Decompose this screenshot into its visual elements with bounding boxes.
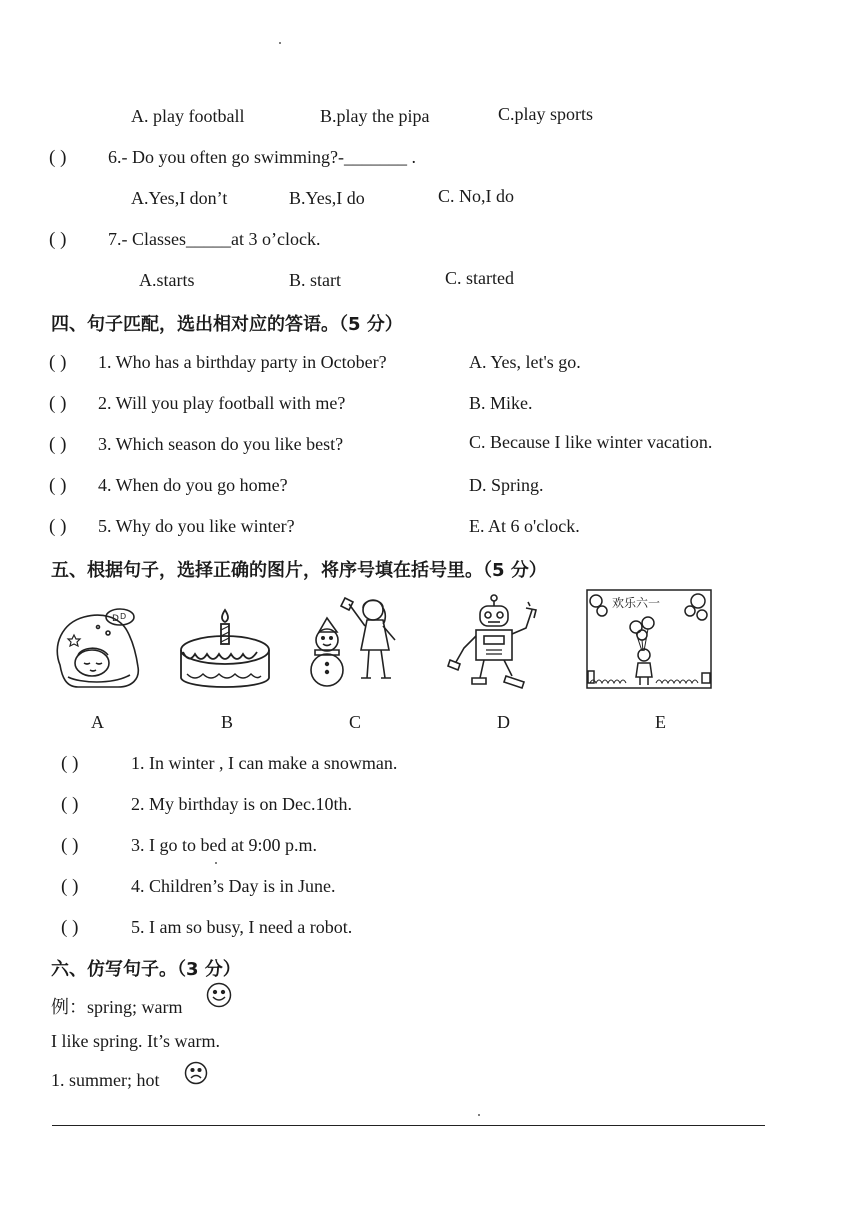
q6-option-c: C. No,I do xyxy=(438,186,514,206)
pic-4-blank[interactable]: ( ) xyxy=(61,876,79,897)
match-b-answer: B. Mike. xyxy=(469,393,533,413)
picture-c-label: C xyxy=(349,712,362,732)
pic-3-sentence: 3. I go to bed at 9:00 p.m. xyxy=(131,835,317,855)
q6-option-b: B.Yes,I do xyxy=(289,188,365,208)
birthday-cake-icon xyxy=(177,608,273,694)
banner-text: 欢乐六一 xyxy=(612,596,661,610)
speck xyxy=(478,1114,480,1116)
q5-option-c: C.play sports xyxy=(498,104,594,124)
q5-option-b: B.play the pipa xyxy=(320,106,430,126)
picture-b-label: B xyxy=(221,712,234,732)
match-d-answer: D. Spring. xyxy=(469,475,544,495)
q7-option-a: A.starts xyxy=(139,270,195,290)
match-3-blank[interactable]: ( ) xyxy=(49,434,67,455)
match-5-question: 5. Why do you like winter? xyxy=(98,516,295,536)
q7-answer-blank[interactable]: ( ) xyxy=(49,229,67,250)
match-4-question: 4. When do you go home? xyxy=(98,475,288,495)
example-answer: I like spring. It’s warm. xyxy=(51,1031,220,1051)
smiley-face-icon xyxy=(205,981,233,1009)
pic-1-sentence: 1. In winter , I can make a snowman. xyxy=(131,753,398,773)
q7-option-c: C. started xyxy=(445,268,514,288)
robot-icon xyxy=(446,592,542,692)
match-2-blank[interactable]: ( ) xyxy=(49,393,67,414)
picture-d-label: D xyxy=(497,712,510,732)
match-e-answer: E. At 6 o'clock. xyxy=(469,516,580,536)
match-1-question: 1. Who has a birthday party in October? xyxy=(98,352,387,372)
example-prompt: 例：spring; warm xyxy=(51,997,183,1017)
speck xyxy=(215,862,217,864)
pic-5-blank[interactable]: ( ) xyxy=(61,917,79,938)
part4-heading: 四、句子匹配，选出相对应的答语。（5 分） xyxy=(51,314,403,335)
q5-option-a: A. play football xyxy=(131,106,245,126)
answer-line[interactable] xyxy=(52,1125,765,1126)
part5-heading: 五、根据句子，选择正确的图片，将序号填在括号里。（5 分） xyxy=(51,560,547,581)
q1-prompt: 1. summer; hot xyxy=(51,1070,160,1090)
pic-5-sentence: 5. I am so busy, I need a robot. xyxy=(131,917,353,937)
match-1-blank[interactable]: ( ) xyxy=(49,352,67,373)
q6-option-a: A.Yes,I don’t xyxy=(131,188,228,208)
snowman-girl-icon xyxy=(305,592,403,688)
pic-4-sentence: 4. Children’s Day is in June. xyxy=(131,876,336,896)
picture-a-label: A xyxy=(91,712,104,732)
svg-text:D: D xyxy=(112,614,119,624)
childrens-day-banner-icon xyxy=(586,589,712,689)
q7-text: 7.- Classes_____at 3 o’clock. xyxy=(108,229,321,249)
part6-heading: 六、仿写句子。（3 分） xyxy=(51,959,241,980)
match-5-blank[interactable]: ( ) xyxy=(49,516,67,537)
sad-face-icon xyxy=(183,1060,209,1086)
q7-option-b: B. start xyxy=(289,270,341,290)
pic-3-blank[interactable]: ( ) xyxy=(61,835,79,856)
match-c-answer: C. Because I like winter vacation. xyxy=(469,432,713,452)
q6-answer-blank[interactable]: ( ) xyxy=(49,147,67,168)
speck xyxy=(279,42,281,44)
q6-text: 6.- Do you often go swimming?-_______ . xyxy=(108,147,416,167)
pic-1-blank[interactable]: ( ) xyxy=(61,753,79,774)
picture-e-label: E xyxy=(655,712,666,732)
pic-2-sentence: 2. My birthday is on Dec.10th. xyxy=(131,794,352,814)
match-4-blank[interactable]: ( ) xyxy=(49,475,67,496)
svg-text:D: D xyxy=(120,612,127,621)
match-2-question: 2. Will you play football with me? xyxy=(98,393,346,413)
match-3-question: 3. Which season do you like best? xyxy=(98,434,344,454)
pic-2-blank[interactable]: ( ) xyxy=(61,794,79,815)
sleeping-child-icon xyxy=(52,605,144,693)
match-a-answer: A. Yes, let's go. xyxy=(469,352,581,372)
